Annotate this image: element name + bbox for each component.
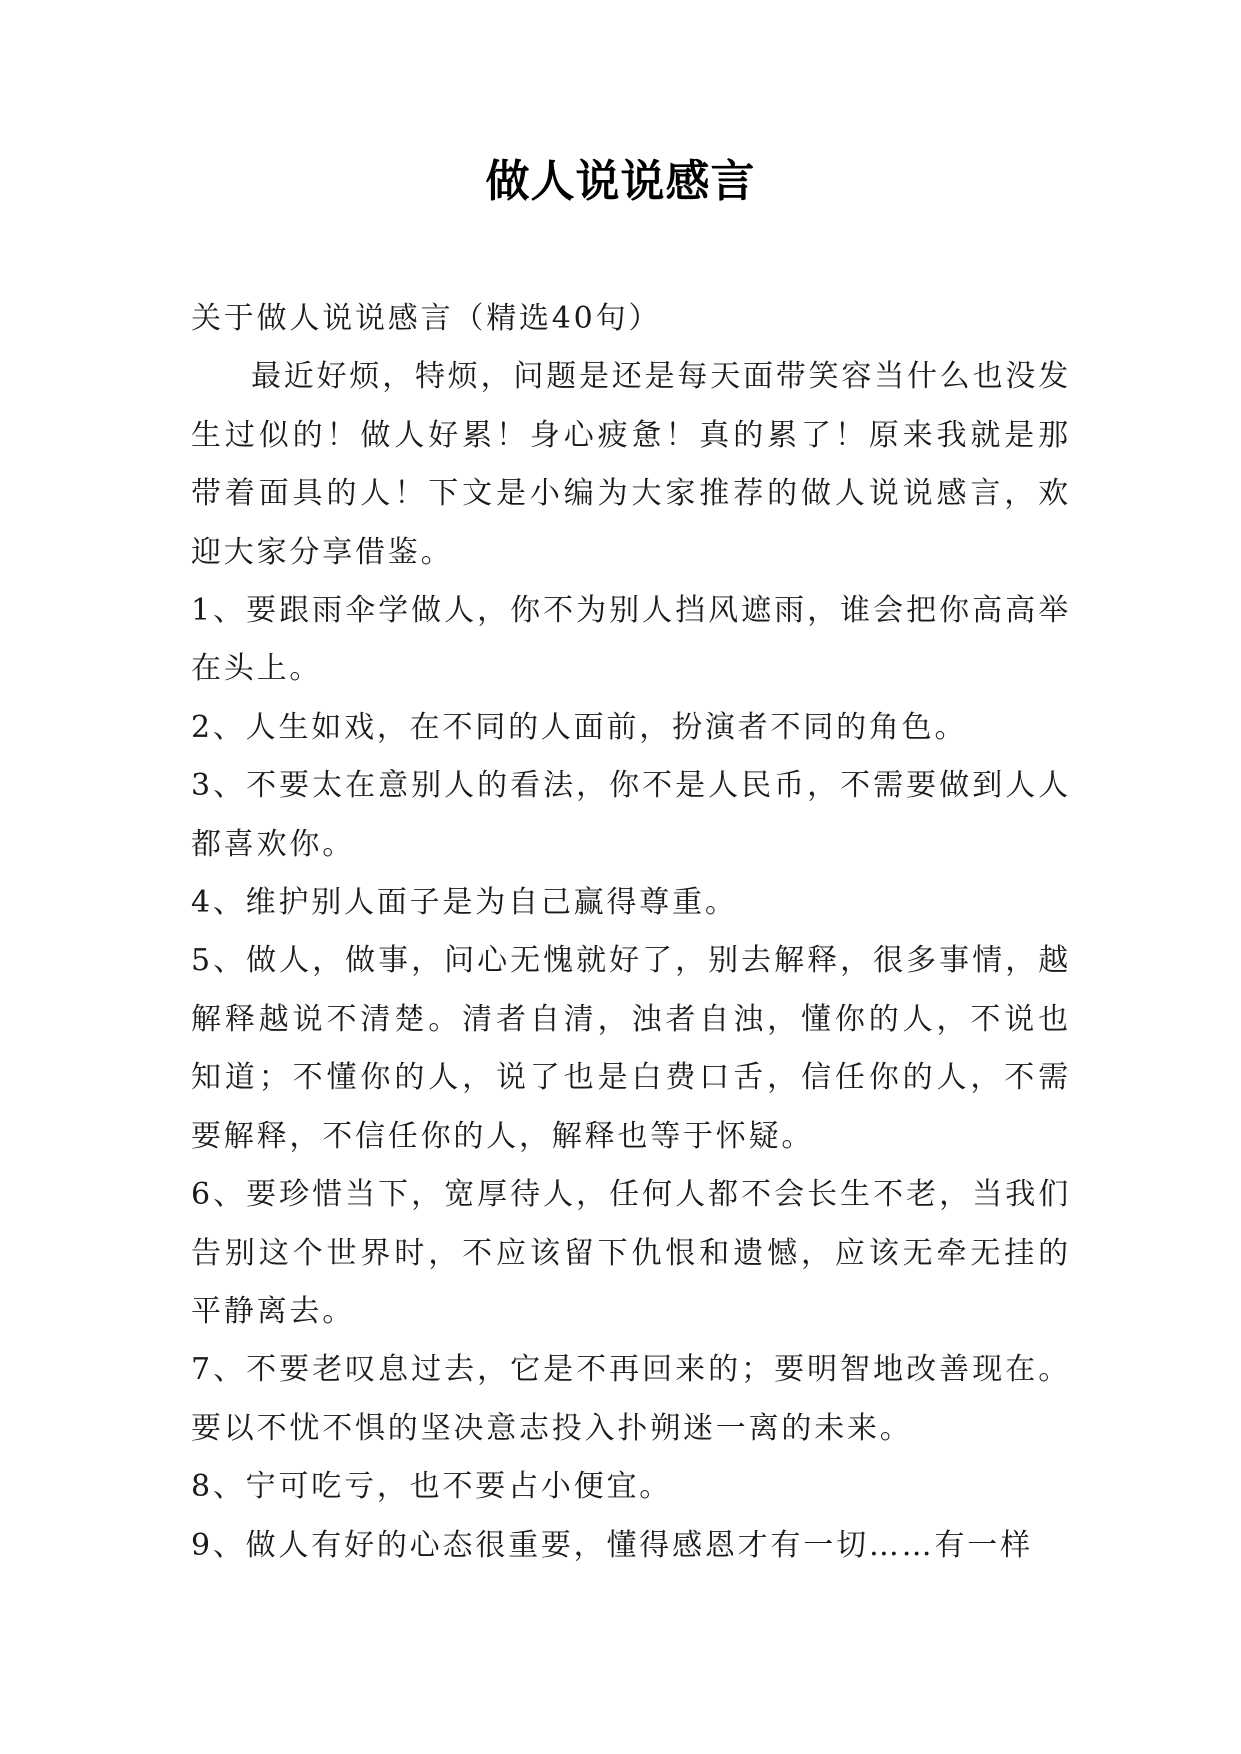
list-item: 3、不要太在意别人的看法，你不是人民币，不需要做到人人都喜欢你。 bbox=[191, 768, 1071, 862]
list-item: 4、维护别人面子是为自己赢得尊重。 bbox=[191, 885, 738, 921]
list-item: 8、宁可吃亏，也不要占小便宜。 bbox=[191, 1469, 673, 1505]
list-item: 6、要珍惜当下，宽厚待人，任何人都不会长生不老，当我们告别这个世界时，不应该留下仇恨和遗憾，应该无牵无挂的平静离去。 bbox=[191, 1177, 1071, 1329]
document-body bbox=[191, 290, 1071, 1575]
list-item: 1、要跟雨伞学做人，你不为别人挡风遮雨，谁会把你高高举在头上。 bbox=[191, 593, 1071, 687]
document-subtitle: 关于做人说说感言（精选40句） bbox=[191, 301, 662, 336]
list-item: 7、不要老叹息过去，它是不再回来的；要明智地改善现在。要以不忧不惧的坚决意志投入扑朔迷一离的未来。 bbox=[191, 1352, 1071, 1446]
document-title: 做人说说感言 bbox=[485, 156, 756, 207]
list-item: 5、做人，做事，问心无愧就好了，别去解释，很多事情，越解释越说不清楚。清者自清，浊者自浊，懂你的人，不说也知道；不懂你的人，说了也是白费口舌，信任你的人，不需要解释，不信任你的人，解释也等于怀疑。 bbox=[191, 943, 1071, 1154]
list-item: 9、做人有好的心态很重要，懂得感恩才有一切……有一样 bbox=[191, 1527, 1033, 1563]
intro-paragraph: 最近好烦，特烦，问题是还是每天面带笑容当什么也没发生过似的！做人好累！身心疲惫！真的累了！原来我就是那带着面具的人！下文是小编为大家推荐的做人说说感言，欢迎大家分享借鉴。 bbox=[191, 359, 1071, 570]
list-item: 2、人生如戏，在不同的人面前，扮演者不同的角色。 bbox=[191, 709, 968, 745]
